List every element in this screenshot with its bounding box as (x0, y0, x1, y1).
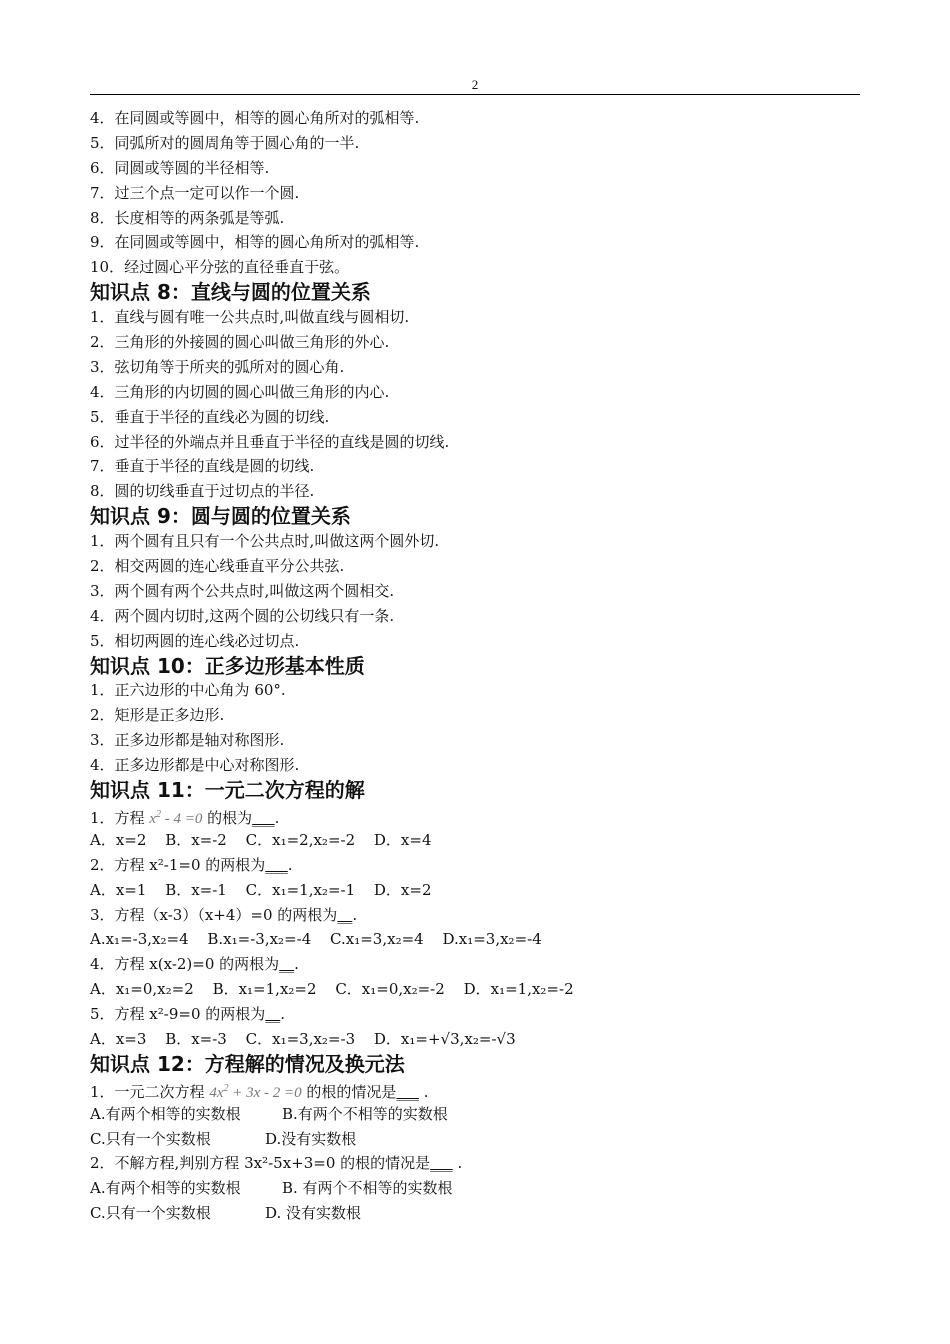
list-item: 1．正六边形的中心角为 60°. (90, 681, 286, 700)
answer-blank: ___ (396, 1082, 419, 1101)
option-d: D．x₁=+√3,x₂=-√3 (373, 1029, 516, 1048)
section-heading: 知识点 9：圆与圆的位置关系 (90, 504, 351, 529)
question (90, 803, 860, 828)
list-item: 1．直线与圆有唯一公共点时,叫做直线与圆相切. (90, 308, 410, 327)
option-c: C．x₁=3,x₂=-3 (245, 1029, 356, 1048)
option-c: C.只有一个实数根 (90, 1129, 211, 1148)
option-d: D.没有实数根 (265, 1129, 357, 1148)
equation-part: 4x (209, 1084, 224, 1101)
section-heading: 知识点 11：一元二次方程的解 (90, 778, 365, 803)
equation-part: - 4 =0 (160, 810, 203, 827)
question (90, 1151, 860, 1176)
option-c: C.只有一个实数根 (90, 1204, 211, 1223)
list-item: 3．两个圆有两个公共点时,叫做这两个圆相交. (90, 581, 395, 600)
section-heading: 知识点 8：直线与圆的位置关系 (90, 280, 371, 305)
option-a: A.有两个相等的实数根 (90, 1179, 241, 1198)
question-end: . (452, 1154, 463, 1173)
list-item: 5．相切两圆的连心线必过切点. (90, 631, 300, 650)
question (90, 903, 860, 928)
question-end: . (274, 808, 280, 827)
options-row (90, 878, 860, 903)
option-d: D．x=4 (373, 830, 432, 849)
list-item: 5．同弧所对的圆周角等于圆心角的一半. (90, 133, 360, 152)
question-text: 4．方程 x(x-2)=0 的两根为 (90, 955, 280, 974)
list-item: 1．两个圆有且只有一个公共点时,叫做这两个圆外切. (90, 532, 440, 551)
question-text: 2．不解方程,判别方程 3x²-5x+3=0 的根的情况是 (90, 1154, 431, 1173)
option-a: A．x=3 (90, 1029, 147, 1048)
option-b: B．x=-3 (165, 1029, 227, 1048)
list-item: 2．相交两圆的连心线垂直平分公共弦. (90, 557, 345, 576)
option-b: B. 有两个不相等的实数根 (282, 1179, 453, 1198)
question-end: . (294, 955, 299, 974)
list-item: 6．同圆或等圆的半径相等. (90, 158, 270, 177)
question (90, 1002, 860, 1027)
question (90, 853, 860, 878)
section-heading: 知识点 10：正多边形基本性质 (90, 653, 365, 678)
answer-blank: __ (265, 1005, 281, 1024)
options-row (90, 977, 860, 1002)
question-suffix: 的根为 (202, 808, 253, 827)
option-c: C．x₁=0,x₂=-2 (335, 980, 445, 999)
answer-blank: ___ (265, 855, 288, 874)
question-end: . (287, 855, 293, 874)
list-item: 6．过半径的外端点并且垂直于半径的直线是圆的切线. (90, 432, 450, 451)
option-d: D．x₁=1,x₂=-2 (463, 980, 574, 999)
question-end: . (418, 1082, 429, 1101)
option-a: A.x₁=-3,x₂=4 (90, 930, 189, 949)
list-item: 4．在同圆或等圆中，相等的圆心角所对的弧相等. (90, 109, 420, 127)
list-item: 3．弦切角等于所夹的弧所对的圆心角. (90, 357, 345, 376)
options-row (90, 1127, 860, 1152)
question-prefix: 1．一元二次方程 (90, 1082, 210, 1101)
question (90, 952, 860, 977)
question-text: 3．方程（x-3）（x+4）=0 的两根为 (90, 905, 338, 924)
options-row (90, 1102, 860, 1127)
options-row (90, 1201, 860, 1226)
list-item: 4．正多边形都是中心对称图形. (90, 756, 300, 775)
equation-part: + 3x - 2 =0 (228, 1084, 302, 1101)
question (90, 1077, 860, 1102)
question-text: 5．方程 x²-9=0 的两根为 (90, 1005, 266, 1024)
question-text: 2．方程 x²-1=0 的两根为 (90, 855, 266, 874)
list-item: 5．垂直于半径的直线必为圆的切线. (90, 407, 330, 426)
list-item: 10．经过圆心平分弦的直径垂直于弦。 (90, 258, 350, 277)
equation-exponent: 2 (223, 1082, 229, 1094)
equation (209, 1082, 302, 1101)
question-prefix: 1．方程 (90, 808, 150, 827)
list-item: 4．三角形的内切圆的圆心叫做三角形的内心. (90, 382, 390, 401)
option-a: A．x=1 (90, 880, 147, 899)
list-item: 7．过三个点一定可以作一个圆. (90, 183, 300, 202)
list-item: 4．两个圆内切时,这两个圆的公切线只有一条. (90, 606, 395, 625)
option-b: B．x=-2 (165, 830, 227, 849)
option-d: D．x=2 (373, 880, 432, 899)
section-heading: 知识点 12：方程解的情况及换元法 (90, 1051, 405, 1076)
list-item: 9．在同圆或等圆中，相等的圆心角所对的弧相等. (90, 233, 420, 252)
answer-blank: __ (279, 955, 295, 974)
option-c: C．x₁=1,x₂=-1 (245, 880, 356, 899)
options-row (90, 1176, 860, 1201)
equation-exponent: 2 (155, 808, 161, 820)
question-end: . (352, 905, 358, 924)
option-a: A．x=2 (90, 830, 147, 849)
header-rule (90, 94, 860, 95)
list-item: 2．矩形是正多边形. (90, 706, 225, 725)
option-b: B.x₁=-3,x₂=-4 (207, 930, 312, 949)
question-suffix: 的根的情况是 (301, 1082, 397, 1101)
list-item: 2．三角形的外接圆的圆心叫做三角形的外心. (90, 333, 390, 352)
options-row (90, 828, 860, 853)
options-row (90, 1027, 860, 1052)
option-b: B．x₁=1,x₂=2 (212, 980, 317, 999)
list-item: 7．垂直于半径的直线是圆的切线. (90, 457, 315, 476)
option-b: B.有两个不相等的实数根 (282, 1104, 448, 1123)
option-c: C．x₁=2,x₂=-2 (245, 830, 356, 849)
option-c: C.x₁=3,x₂=4 (330, 930, 424, 949)
options-row (90, 927, 860, 952)
answer-blank: ___ (252, 808, 275, 827)
answer-blank: __ (337, 905, 353, 924)
answer-blank: ___ (430, 1154, 453, 1173)
option-b: B．x=-1 (165, 880, 227, 899)
list-item: 8．长度相等的两条弧是等弧. (90, 208, 285, 227)
option-a: A．x₁=0,x₂=2 (90, 980, 194, 999)
option-a: A.有两个相等的实数根 (90, 1104, 241, 1123)
equation (149, 808, 203, 827)
list-item: 8．圆的切线垂直于过切点的半径. (90, 482, 315, 501)
list-item: 3．正多边形都是轴对称图形. (90, 731, 285, 750)
option-d: D. 没有实数根 (265, 1204, 362, 1223)
page-number: 2 (471, 77, 479, 92)
page-content (90, 106, 860, 1226)
option-d: D.x₁=3,x₂=-4 (442, 930, 542, 949)
equation-part: x (149, 810, 156, 827)
question-end: . (280, 1005, 286, 1024)
